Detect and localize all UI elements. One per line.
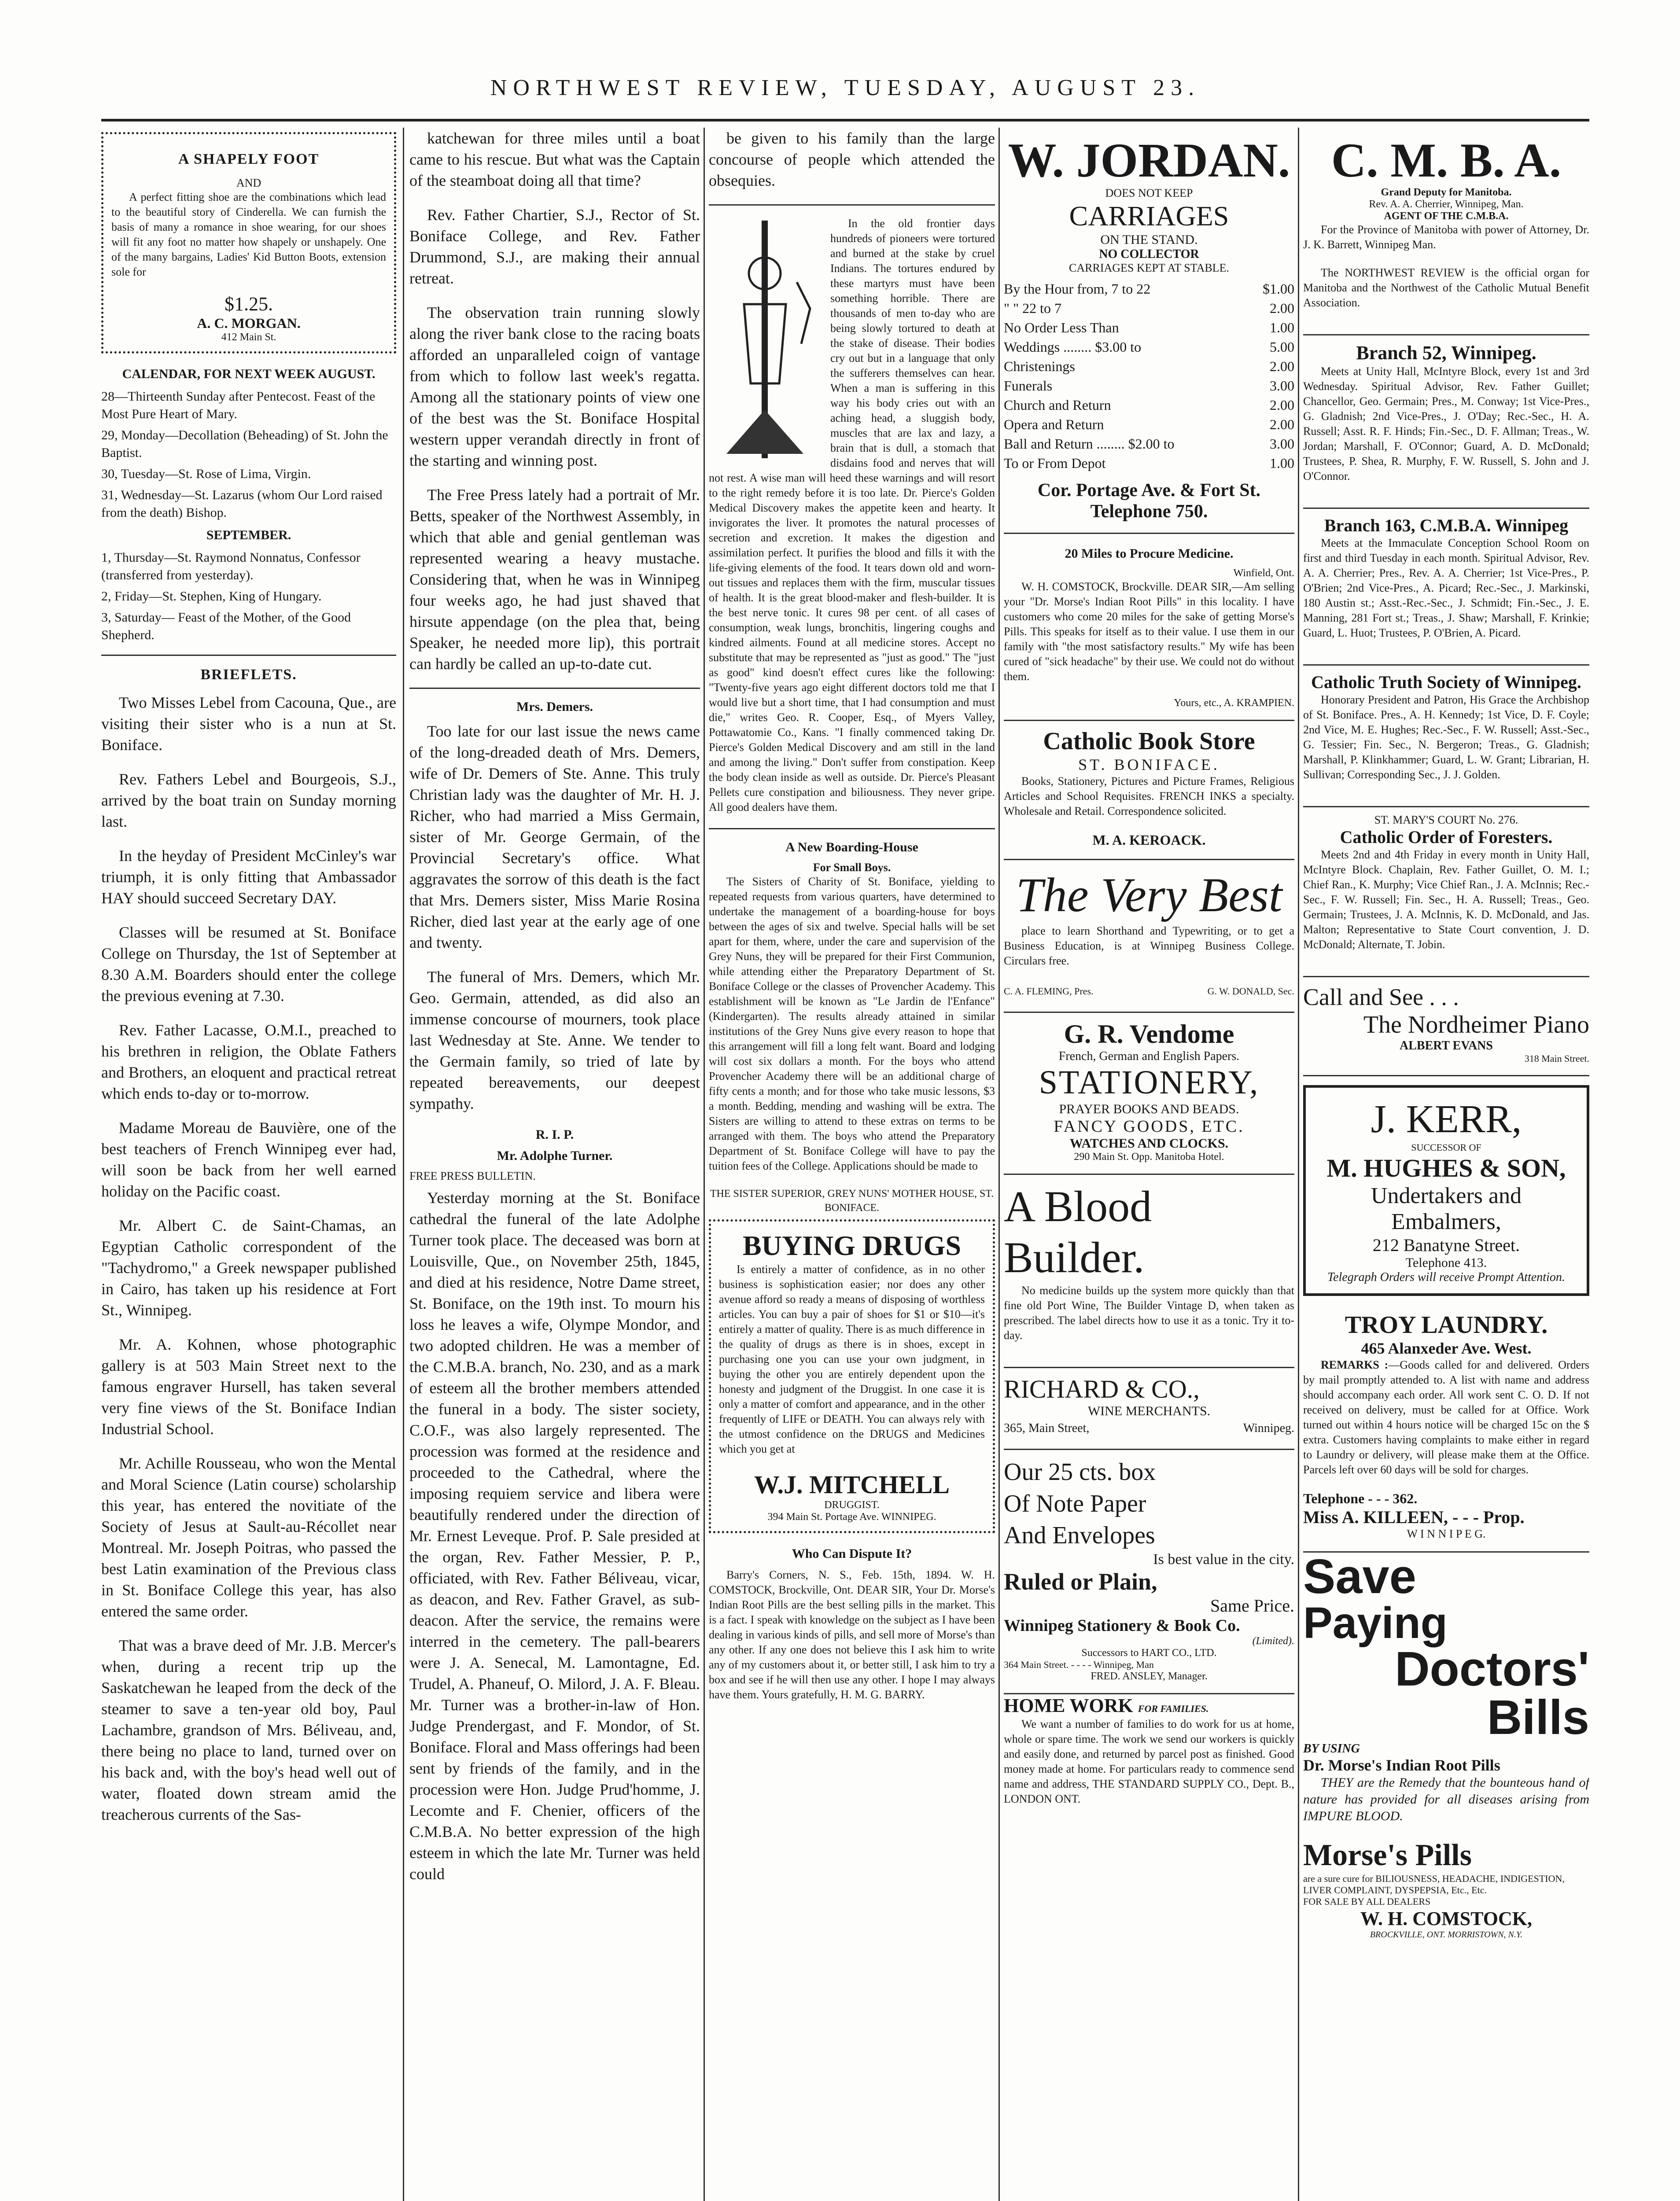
richard-sub: WINE MERCHANTS. (1087, 1404, 1211, 1418)
troy-city: W I N N I P E G. (1407, 1527, 1486, 1540)
article-paragraph: The funeral of Mrs. Demers, which Mr. Geo. Germain, attended, as did also an immense concourse of mourners, took place last Wednesday at Ste. Anne. We tender to the Germain family, so tried of late by repeated bereavements, our deepest sympathy. (409, 968, 700, 1112)
article-paragraph: Rev. Fathers Lebel and Bourgeois, S.J., arrived by the boat train on Sunday morning last. (101, 770, 396, 830)
price-row: To or From Depot 1.00 (1004, 455, 1294, 471)
jordan-name: W. JORDAN. (1008, 133, 1290, 187)
pierce-ad (709, 216, 995, 815)
jordan-address: Cor. Portage Ave. & Fort St. (1037, 480, 1261, 501)
price-row: Weddings ........ $3.00 to 5.00 (1004, 339, 1294, 355)
blood-title-1: A Blood (1004, 1182, 1152, 1231)
notepaper-line: Successors to HART CO., LTD. (1081, 1647, 1217, 1659)
kerr-name: J. KERR, (1371, 1097, 1522, 1141)
boarding-body: The Sisters of Charity of St. Boniface, yielding to repeated requests from various quarters, have determined to undertake the management of a boarding-house for boys between the ages of six and twelve. Special halls will be set apart for them, where, under the care and supervision of the Grey Nuns, they will be prepared for their First Communion, while attending either the Preparatory Department of St. Boniface College or the classes of Provencher Academy. This establishment will be known as "Le Jardin de l'Enfance" (Kindergarten). The results already attained in similar institutions of the Grey Nuns give every reason to hope that this arrangement will fill a long felt want. Board and lodging will cost six dollars a month. For the boys who attend Provencher Academy there will be an additional charge of fifty cents a month; and for those who take music lessons, $3 a month. Bedding, mending and washing will be extra. The Sisters are willing to attend to these extras on terms to be arranged with them. The boys who attend the Preparatory Department of St. Boniface College will have to pay the tuition fees of the College. Applications should be made to (709, 875, 995, 1172)
masthead: NORTHWEST REVIEW, TUESDAY, AUGUST 23. (490, 75, 1201, 100)
richard-title: RICHARD & CO., (1004, 1375, 1200, 1403)
morse-maker: W. H. COMSTOCK, (1360, 1908, 1532, 1929)
drugs-address: 394 Main St. Portage Ave. WINNIPEG. (767, 1511, 936, 1523)
jordan-nocollector: NO COLLECTOR (1099, 247, 1199, 261)
notepaper-ad (1004, 1450, 1294, 1694)
jordan-sub: DOES NOT KEEP (1105, 187, 1193, 199)
troy-laundry (1303, 1305, 1589, 1553)
vendome-title: G. R. Vendome (1064, 1020, 1234, 1049)
branch-163-body: Meets at the Immaculate Conception School Room on first and third Tuesday in each month. Spiritual Advisor, Rev. A. A. Cherrier; Pres., Rev. A. A. Cherrier; 1st Vice-Pres., P. O'Brien; 2nd Vice-Pres., A. Picard; Rec.-Sec., J. Markinski, 180 Austin st.; Asst.-Rec.-Sec., J. Schmidt; Fin.-Sec., J. E. Manning, 281 Fort st.; Treas., J. Shaw; Marshall, F. Krinkie; Guard, L. Huot; Trustees, P. O'Brien, A. Picard. (1303, 537, 1589, 639)
troy-phone: Telephone - - - 362. (1303, 1491, 1418, 1506)
piano-call: Call and See . . . (1303, 984, 1459, 1010)
jordan-ad (1004, 128, 1294, 534)
richard-ad (1004, 1368, 1294, 1450)
morse-bills: Bills (1487, 1690, 1589, 1745)
column-5 (1303, 128, 1589, 2201)
calendar-entry: 31, Wednesday—St. Lazarus (whom Our Lord raised from the death) Bishop. (101, 488, 383, 520)
vendome-ad (1004, 1013, 1294, 1175)
boarding-title: A New Boarding-House (785, 840, 918, 854)
troy-remarks: REMARKS :—Goods called for and delivered. Orders by mail promptly attended to. A list with name and address should accompany each order. All work sent C. O. D. If not received on delivery, must be called for at Office. Work turned out within 4 hours notice will be charged 15c on the $ extra. Customers having complaints to make either in regard to Laundry or delivery, will please make them at the Office. Parcels left over 60 days will be sold for charges. (1303, 1358, 1589, 1476)
article-paragraph: Yesterday morning at the St. Boniface cathedral the funeral of the late Adolphe Turner took place. The deceased was born at Louisville, Que., on November 25th, 1845, and died at his residence, Notre Dame street, St. Boniface, on the 19th inst. To mourn his loss he leaves a wife, Olympe Mondor, and two adopted children. He was a member of the C.M.B.A. branch, No. 230, and as a mark of esteem all the brother members attended the funeral in a body. The sister society, C.O.F., was also largely represented. The procession was formed at the residence and proceeded to the Cathedral, where the imposing requiem service and libera were beautifully rendered under the direction of Mr. Ernest Leveque. Prof. P. Sale presided at the organ, Rev. Father Messier, P. P., officiated, with Rev. Father Béliveau, vicar, as deacon, and Rev. Father Gravel, as sub-deacon. After the service, the remains were interred in the cemetery. The pall-bearers were J. A. Senecal, M. Lamontagne, Ed. Trudel, A. Phaneuf, O. Milord, J. A. F. Bleau. Mr. Turner was a brother-in-law of Hon. Judge Prendergast, and F. Mondor, of St. Boniface. Floral and Mass offerings had been sent by friends of the family, and in the procession were Hon. Judge Prud'homme, J. Lecomte and F. Chenier, officers of the C.M.B.A. No better expression of the high esteem in which the late Mr. Turner was held could (409, 1189, 700, 1883)
cmba-ad (1303, 128, 1589, 335)
dispute-body: Barry's Corners, N. S., Feb. 15th, 1894. W. H. COMSTOCK, Brockville, Ont. DEAR SIR, Your Dr. Morse's Indian Root Pills are the best selling pills in the market. This is a fact. I speak with knowledge on the subject as I have been dealing in various kinds of pills, and sell more of Morse's than any other. If any one does not believe this I ask him to write any of my customers about it, or better still, I ask him to try a box and see if he will then use any other. I hope I may always have them. Yours gratefully, H. M. G. BARRY. (709, 1568, 995, 1701)
column-2 (409, 128, 700, 2201)
masthead-rule (101, 119, 1589, 121)
truth-title: Catholic Truth Society of Winnipeg. (1311, 672, 1581, 692)
comstock-body: W. H. COMSTOCK, Brockville. DEAR SIR,—Am selling your "Dr. Morse's Indian Root Pills" in this locality. I have customers who come 20 miles for the sake of getting Morse's Pills. This speaks for itself as to their value. I use them in our family with "the most satisfactory results." My wife has been cured of "sick headache" by their use. We could not do without them. (1004, 580, 1294, 683)
article-paragraph: Classes will be resumed at St. Boniface College on Thursday, the 1st of September at 8.30 A.M. Boarders should enter the college the previous evening at 7.30. (101, 924, 396, 1005)
homework-title: HOME WORK FOR FAMILIES. (1004, 1695, 1209, 1716)
vendome-stationery: STATIONERY, (1039, 1064, 1260, 1101)
morse-sale: FOR SALE BY ALL DEALERS (1303, 1896, 1431, 1907)
blood-body: No medicine builds up the system more quickly than that fine old Port Wine, The Builder Vintage D, when taken as prescribed. The label directs how to use it as a tonic. Try it to-day. (1004, 1284, 1294, 1342)
boarding-signature: THE SISTER SUPERIOR, GREY NUNS' MOTHER HOUSE, ST. BONIFACE. (710, 1188, 994, 1214)
shoe-ad-name: A. C. MORGAN. (197, 315, 301, 331)
bookstore-place: ST. BONIFACE. (1078, 756, 1220, 773)
verybest-officers: C. A. FLEMING, Pres. G. W. DONALD, Sec. (1004, 986, 1294, 997)
cmba-agent: AGENT OF THE C.M.B.A. (1384, 210, 1509, 222)
vendome-sub: French, German and English Papers. (1058, 1049, 1240, 1063)
homework-body: We want a number of families to do work for us at home, whole or spare time. The work we send our workers is quickly and easily done, and returned by parcel post as finished. Good money made at home. For particulars ready to commence send name and address, THE STANDARD SUPPLY CO., Dept. B., LONDON ONT. (1004, 1718, 1294, 1805)
price-row: Christenings 2.00 (1004, 358, 1294, 374)
article-paragraph: The Free Press lately had a portrait of Mr. Betts, speaker of the Northwest Assembly, in which that able and genial gentleman was represented wearing a heavy mustache. Considering that, when he was in Winnipeg four weeks ago, he had just shaved that hirsute appendage (on the plea that, being Speaker, he needed more lip), this portrait can hardly be called an up-to-date cut. (409, 486, 700, 673)
article-paragraph: Mr. A. Kohnen, whose photographic gallery is at 503 Main Street next to the famous engraver Hursell, has taken several very fine views of the St. Boniface Indian Industrial School. (101, 1336, 396, 1438)
drugs-role: DRUGGIST. (824, 1499, 880, 1511)
divider (709, 204, 995, 206)
foresters-title: Catholic Order of Foresters. (1340, 827, 1553, 847)
price-row: Ball and Return ........ $2.00 to 3.00 (1004, 436, 1294, 452)
article-paragraph: be given to his family than the large concourse of people which attended the obsequies. (709, 129, 995, 189)
vendome-address: 290 Main St. Opp. Manitoba Hotel. (1074, 1151, 1224, 1163)
notepaper-line: Winnipeg Stationery & Book Co. (1004, 1616, 1240, 1635)
article-paragraph: Mr. Achille Rousseau, who won the Mental and Moral Science (Latin course) scholarship this year, has entered the novitiate of the Society of Jesus at Sault-au-Récollet near Montreal. Mr. Joseph Poitras, who passed the best Latin examination of the Previous class in St. Boniface College this year, has also entered the same order. (101, 1454, 396, 1620)
kerr-tel: Telegraph Orders will receive Prompt Attention. (1327, 1270, 1565, 1284)
jordan-kept: CARRIAGES KEPT AT STABLE. (1069, 261, 1229, 274)
article-paragraph: Rev. Father Chartier, S.J., Rector of St. Boniface College, and Rev. Father Drummond, S.J., are making their annual retreat. (409, 206, 700, 287)
article-paragraph: That was a brave deed of Mr. J.B. Mercer's when, during a recent trip up the Saskatchewan he leaped from the deck of the steamer to save a ten-year old boy, Paul Lachambre, grandson of Mrs. Béliveau, and, there being no place to land, turned over on his back and, with the boy's head well out of water, floated down stream amid the treacherous currents of the Sas- (101, 1637, 396, 1823)
article-paragraph: Too late for our last issue the news came of the long-dreaded death of Mrs. Demers, wife of Dr. Demers of Ste. Anne. This truly Christian lady was the daughter of Mr. H. J. Richer, who had married a Miss Germain, sister of Mr. George Germain, of the Provincial Secretary's office. What aggravates the sorrow of this death is the fact that Mrs. Demers sister, Miss Marie Rosina Richer, died last year at the early age of one and twenty. (409, 722, 700, 951)
turner-source: FREE PRESS BULLETIN. (409, 1170, 536, 1182)
branch-52-title: Branch 52, Winnipeg. (1356, 342, 1536, 364)
piano-ad (1303, 977, 1589, 1076)
calendar-title: CALENDAR, FOR NEXT WEEK AUGUST. (122, 367, 376, 381)
article-paragraph: The observation train running slowly along the river bank close to the racing boats afforded an unparalleled coign of vantage from which to follow last week's regatta. Among all the stationary points of view one of the best was the St. Boniface Hospital western upper verandah directly in front of the starting and winning post. (409, 304, 700, 469)
notepaper-line: Our 25 cts. box (1004, 1458, 1156, 1486)
column-divider (998, 128, 1000, 2201)
morse-paying: Paying (1303, 1598, 1448, 1648)
richard-address: 365, Main Street, Winnipeg. (1004, 1421, 1294, 1435)
price-row: Church and Return 2.00 (1004, 397, 1294, 413)
calendar-entry: 30, Tuesday—St. Rose of Lima, Virgin. (101, 467, 311, 481)
calendar-entry: 3, Saturday— Feast of the Mother, of the Good Shepherd. (101, 610, 351, 642)
morse-doctors: Doctors' (1395, 1642, 1589, 1696)
drugs-body: Is entirely a matter of confidence, as in no other business is sophistication easier; nor does any other avenue afford so ready a means of disposing of worthless articles. You can buy a pair of shoes for $1 or $10—it's entirely a matter of quality. There is as much difference in the quality of drugs as there is in shoes, except in purchasing one you can use your own judgment, in buying the other you are entirely dependent upon the honesty and judgment of the Druggist. In one case it is only a matter of comfort and appearance, and in the other frequently of LIFE or DEATH. You can always rely with the utmost confidence on the DRUGS and Medicines which you get at (719, 1263, 985, 1455)
drugs-title: BUYING DRUGS (742, 1230, 962, 1261)
price-row: Opera and Return 2.00 (1004, 416, 1294, 432)
bookstore-ad (1004, 721, 1294, 860)
kerr-phone: Telephone 413. (1405, 1255, 1487, 1270)
turner-title: Mr. Adolphe Turner. (497, 1148, 613, 1163)
calendar-entry: 1, Thursday—St. Raymond Nonnatus, Confessor (transferred from yesterday). (101, 550, 361, 582)
kerr-ad (1303, 1085, 1589, 1296)
article-paragraph: Rev. Father Lacasse, O.M.I., preached to his brethren in religion, the Oblate Fathers and Brothers, an eloquent and practical retreat which ends to-day or to-morrow. (101, 1021, 396, 1102)
truth-society (1303, 666, 1589, 807)
boarding-sub: For Small Boys. (813, 861, 891, 874)
article-paragraph: katchewan for three miles until a boat came to his rescue. But what was the Captain of the steamboat doing all that time? (409, 129, 700, 189)
jordan-stand: ON THE STAND. (1100, 232, 1198, 247)
brieflets-title: BRIEFLETS. (200, 666, 297, 683)
column-divider (403, 128, 404, 2201)
notepaper-line: Is best value in the city. (1153, 1551, 1294, 1568)
comstock-title: 20 Miles to Procure Medicine. (1065, 546, 1234, 561)
article-paragraph: Two Misses Lebel from Cacouna, Que., are visiting their sister who is a nun at St. Boniface. (101, 694, 396, 754)
shoe-ad-title: A SHAPELY FOOT (178, 151, 320, 167)
calendar-entry: 2, Friday—St. Stephen, King of Hungary. (101, 589, 322, 604)
verybest-body: place to learn Shorthand and Typewriting, or to get a Business Education, is at Winnipeg Business College. Circulars free. (1004, 924, 1294, 967)
kerr-succ: SUCCESSOR OF (1411, 1142, 1481, 1153)
cmba-organ: The NORTHWEST REVIEW is the official organ for Manitoba and the Northwest of the Catholic Mutual Benefit Association. (1303, 266, 1589, 309)
column-divider (1298, 128, 1299, 2201)
calendar-entry: 28—Thirteenth Sunday after Pentecost. Feast of the Most Pure Heart of Mary. (101, 389, 376, 421)
shoe-ad-address: 412 Main St. (221, 331, 276, 343)
notepaper-line: 364 Main Street. - - - - Winnipeg, Man (1004, 1659, 1154, 1670)
price-row: Funerals 3.00 (1004, 378, 1294, 394)
column-3 (709, 128, 995, 2201)
price-row: " " 22 to 7 2.00 (1004, 300, 1294, 316)
column-1 (101, 128, 396, 2201)
verybest-logo: The Very Best (1016, 868, 1282, 922)
morse-name: Dr. Morse's Indian Root Pills (1303, 1756, 1500, 1774)
business-college-ad (1004, 860, 1294, 1013)
comstock-letter (1004, 534, 1294, 721)
article-paragraph: Mr. Albert C. de Saint-Chamas, an Egyptian Catholic correspondent of the "Tachydromo," a Greek newspaper published in Cairo, has taken up his residence at Fort St., Winnipeg. (101, 1217, 396, 1319)
morse-remedy: THEY are the Remedy that the bounteous hand of nature has provided for all diseases arising from IMPURE BLOOD. (1303, 1775, 1589, 1823)
price-row: By the Hour from, 7 to 22 $1.00 (1004, 281, 1294, 297)
notepaper-line: Same Price. (1210, 1596, 1294, 1616)
vendome-watches: WATCHES AND CLOCKS. (1069, 1136, 1229, 1151)
branch-52 (1303, 335, 1589, 509)
blood-builder-ad (1004, 1175, 1294, 1368)
branch-163-title: Branch 163, C.M.B.A. Winnipeg (1324, 515, 1569, 535)
notepaper-line: And Envelopes (1004, 1522, 1155, 1549)
bookstore-title: Catholic Book Store (1043, 728, 1255, 755)
cmba-agent-body: For the Province of Manitoba with power of Attorney, Dr. J. K. Barrett, Winnipeg Man. (1303, 223, 1589, 251)
vendome-fancy: FANCY GOODS, ETC. (1054, 1117, 1245, 1136)
piano-address: 318 Main Street. (1524, 1053, 1589, 1064)
calendar-entry: 29, Monday—Decollation (Beheading) of St. John the Baptist. (101, 428, 388, 460)
morse-cure: are a sure cure for BILIOUSNESS, HEADACHE, INDIGESTION, LIVER COMPLAINT, DYSPEPSIA, Etc., Etc. (1303, 1873, 1565, 1896)
notepaper-line: Ruled or Plain, (1004, 1568, 1157, 1595)
divider (709, 828, 995, 829)
notepaper-line: (Limited). (1252, 1635, 1294, 1647)
blood-title-2: Builder. (1004, 1233, 1145, 1282)
branch-52-body: Meets at Unity Hall, McIntyre Block, every 1st and 3rd Wednesday. Spiritual Advisor, Rev. Father Guillet; Chancellor, Geo. Germain; Pres., M. Conway; 1st Vice-Pres., G. Gladnish; 2nd Vice-Pres., J. O'Day; Rec.-Sec., H. A. Russell; Asst. R. F. Hinds; Fin.-Sec., D. F. Allman; Treas., W. Jordan; Marshall, F. O'Connor; Guard, A. D. McDonald; Trustees, P. Shea, R. Murphy, F. W. Russell, S. John and J. O'Connor. (1303, 365, 1589, 482)
comstock-place: Winfield, Ont. (1233, 567, 1294, 579)
kerr-firm: M. HUGHES & SON, (1326, 1154, 1566, 1182)
kerr-address: 212 Banatyne Street. (1372, 1235, 1520, 1255)
divider (409, 688, 700, 689)
column-divider (704, 128, 705, 2201)
vendome-books: PRAYER BOOKS AND BEADS. (1059, 1102, 1239, 1116)
homework-ad (1004, 1694, 1294, 1807)
dispute-title: Who Can Dispute It? (792, 1546, 912, 1561)
bookstore-name: M. A. KEROACK. (1092, 832, 1206, 848)
truth-body: Honorary President and Patron, His Grace the Archbishop of St. Boniface. Pres., A. H. Kennedy; 1st Vice, D. F. Coyle; 2nd Vice, M. E. Hughes; Rec.-Sec., F. W. Russell; Asst.-Sec., G. Tessier; Fin. Sec., N. Bergeron; Treas., G. Gladnish; Marshall, P. Klinkhammer; Guard, L. W. Grant; Librarian, H. Sullivan; Corresponding Sec., J. J. Golden. (1303, 693, 1589, 781)
calendar (101, 367, 396, 644)
rip: R. I. P. (535, 1127, 574, 1142)
article-paragraph: Madame Moreau de Bauvière, one of the best teachers of French Winnipeg ever had, will soon be back from her well earned holiday on the Pacific coast. (101, 1119, 396, 1200)
shoe-ad-price: $1.25. (225, 293, 273, 315)
demers-title: Mrs. Demers. (516, 699, 593, 714)
cmba-title: C. M. B. A. (1331, 133, 1562, 187)
shoe-ad-and: AND (236, 177, 262, 189)
morse-ad (1303, 1550, 1589, 1940)
notepaper-line: FRED. ANSLEY, Manager. (1091, 1671, 1208, 1682)
price-row: No Order Less Than 1.00 (1004, 320, 1294, 335)
bookstore-body: Books, Stationery, Pictures and Picture Frames, Religious Articles and School Requisites. FRENCH INKS a specialty. Wholesale and Retail. Correspondence solicited. (1004, 775, 1294, 817)
drugs-ad (709, 1219, 995, 1533)
piano-seller: ALBERT EVANS (1400, 1039, 1493, 1053)
foresters-court: ST. MARY'S COURT No. 276. (1374, 813, 1518, 826)
notepaper-line: Of Note Paper (1004, 1490, 1146, 1517)
foresters (1303, 807, 1589, 977)
morse-cities: BROCKVILLE, ONT. MORRISTOWN, N.Y. (1370, 1930, 1523, 1940)
drugs-name: W.J. MITCHELL (754, 1470, 950, 1499)
comstock-sig: Yours, etc., A. KRAMPIEN. (1174, 697, 1294, 709)
troy-address: 465 Alanxeder Ave. West. (1361, 1340, 1532, 1357)
morse-pills: Morse's Pills (1303, 1838, 1472, 1872)
divider (101, 655, 396, 656)
shoe-ad-body: A perfect fitting shoe are the combinations which lead to the beautiful story of Cinderella. We can furnish the basis of many a romance in shoe wearing, for our shoes will fit any foot no matter how shapely or unshapely. One of the many bargains, Ladies' Kid Button Boots, extension sole for (111, 191, 386, 278)
kerr-under: Undertakers and Embalmers, (1371, 1183, 1522, 1234)
shoe-ad (101, 132, 396, 353)
piano-name: The Nordheimer Piano (1363, 1011, 1589, 1038)
stake-illustration-icon (709, 216, 823, 463)
column-4 (1004, 128, 1294, 2201)
calendar-september: SEPTEMBER. (206, 528, 291, 542)
jordan-phone: Telephone 750. (1090, 501, 1208, 522)
foresters-body: Meets 2nd and 4th Friday in every month in Unity Hall, McIntyre Block. Chaplain, Rev. Father Guillet, O. M. I.; Chief Ran., K. Murphy; Vice Chief Ran., J. A. McInnis; Rec.-Sec., F. W. Russell; Fin. Sec., H. A. Russell; Treas., Geo. Germain; Trustees, J. A. McInnis, K. D. McDonald, and Jas. Malton; Representative to State Court convention, J. D. McDonald; Alternate, T. Jobin. (1303, 848, 1589, 951)
troy-prop: Miss A. KILLEEN, - - - Prop. (1303, 1507, 1525, 1527)
troy-title: TROY LAUNDRY. (1345, 1311, 1548, 1339)
branch-163 (1303, 509, 1589, 666)
cmba-deputy: Grand Deputy for Manitoba. (1381, 187, 1512, 198)
morse-save: Save (1303, 1550, 1416, 1604)
article-paragraph: In the heyday of President McCinley's war triumph, it is only fitting that Ambassador HAY should succeed Secretary DAY. (101, 847, 396, 907)
jordan-carriages: CARRIAGES (1069, 200, 1229, 232)
pierce-ad-body: In the old frontier days hundreds of pioneers were tortured and burned at the stake by cruel Indians. The tortures endured by these martyrs must have been something horrible. There are thousands of men to-day who are being slowly tortured to death at the stake of disease. Their bodies cry out but in a language that only the sufferers themselves can hear. When a man is suffering in this way his body cries out with an aching head, a sluggish body, muscles that are lax and lazy, a brain that is dull, a stomach that disdains food and nerves that will not rest. A wise man will heed these warnings and will resort to the right remedy before it is too late. Dr. Pierce's Golden Medical Discovery makes the appetite keen and hearty. It invigorates the liver. It promotes the natural processes of secretion and excretion. It makes the digestion and assimilation perfect. It purifies the blood and fills it with the life-giving elements of the food. It tears down old and worn-out tissues and replaces them with the firm, muscular tissues of health. It is the great blood-maker and flesh-builder. It is the best nerve tonic. It cures 98 per cent. of all cases of consumption, weak lungs, bronchitis, lingering coughs and kindred ailments. Found at all medicine stores. Accept no substitute that may be represented as "just as good." The "just as good" kind doesn't effect cures like the following: "Twenty-five years ago eight different doctors told me that I would live but a short time, that I had consumption and must die," writes Geo. R. Cooper, Esq., of Myers Valley, Pottawatomie Co., Kans. "I finally commenced taking Dr. Pierce's Golden Medical Discovery and am still in the land and among the living." Don't suffer from constipation. Keep the body clean inside as well as outside. Dr. Pierce's Pleasant Pellets cure constipation and biliousness. They never gripe. All good dealers have them. (709, 217, 995, 813)
morse-using: BY USING (1303, 1742, 1360, 1756)
cmba-deputy-name: Rev. A. A. Cherrier, Winnipeg, Man. (1369, 199, 1524, 210)
